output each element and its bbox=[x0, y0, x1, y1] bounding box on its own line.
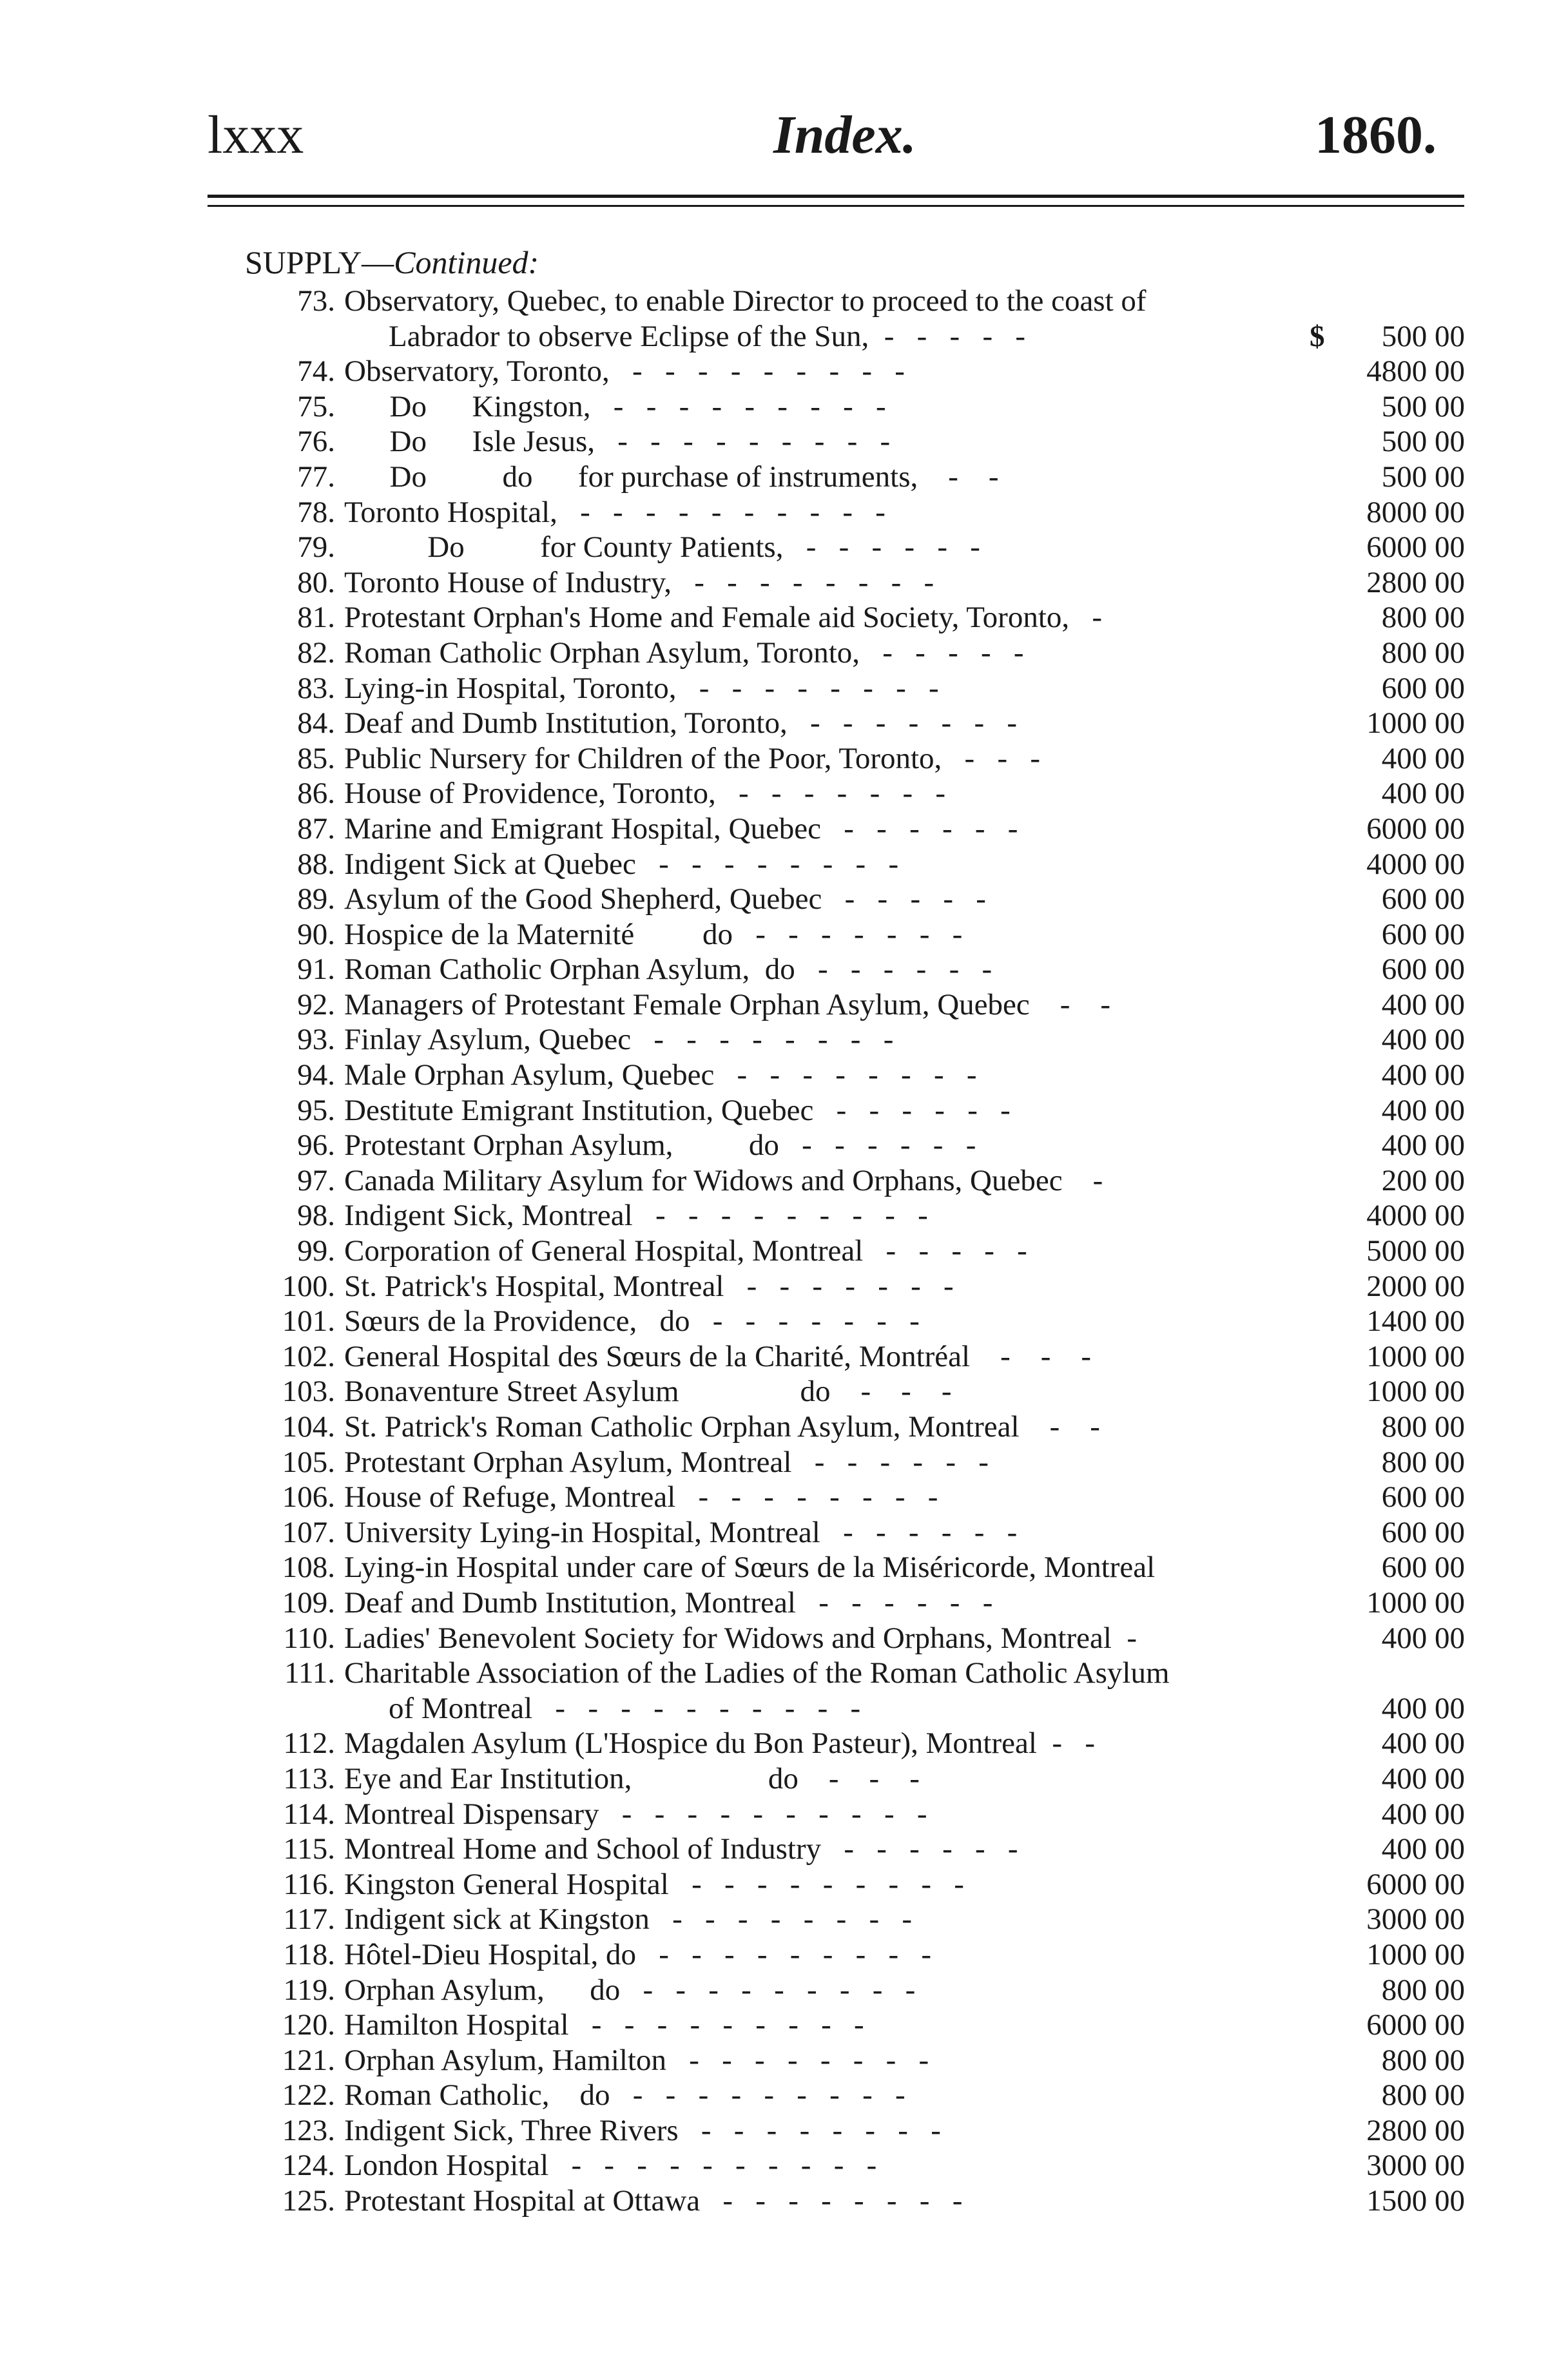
entry-number: 124. bbox=[282, 2149, 335, 2183]
entry-number: 92. bbox=[297, 987, 335, 1021]
entry-description: Finlay Asylum, Quebec - - - - - - - - bbox=[344, 1023, 894, 1057]
entry-amount: 600 00 bbox=[1381, 952, 1465, 987]
index-entry bbox=[0, 1726, 1568, 1761]
entry-amount: 200 00 bbox=[1381, 1163, 1465, 1197]
index-entry bbox=[0, 1374, 1568, 1409]
entry-number: 112. bbox=[283, 1726, 335, 1761]
entry-amount: 2800 00 bbox=[1366, 2113, 1465, 2147]
index-entries-list bbox=[0, 284, 1568, 2219]
entry-description: House of Refuge, Montreal - - - - - - - - bbox=[344, 1480, 938, 1514]
entry-amount: 800 00 bbox=[1381, 1445, 1465, 1479]
entry-description: Indigent Sick, Three Rivers - - - - - - - - bbox=[344, 2113, 941, 2147]
entry-number: 115. bbox=[283, 1832, 335, 1866]
index-entry bbox=[0, 1163, 1568, 1199]
header-year: 1860. bbox=[1315, 105, 1437, 165]
index-entry bbox=[0, 1937, 1568, 1973]
entry-description: St. Patrick's Roman Catholic Orphan Asylum, Montreal - - bbox=[344, 1410, 1100, 1444]
entry-description: Sœurs de la Providence, do - - - - - - - bbox=[344, 1304, 920, 1339]
section-title: SUPPLY— bbox=[245, 244, 394, 280]
entry-number: 80. bbox=[297, 565, 335, 599]
index-entry bbox=[0, 600, 1568, 635]
entry-amount: 6000 00 bbox=[1366, 2008, 1465, 2042]
entry-description: Indigent Sick at Quebec - - - - - - - - bbox=[344, 847, 899, 881]
index-entry bbox=[0, 424, 1568, 459]
entry-description: General Hospital des Sœurs de la Charité, Montréal - - - bbox=[344, 1339, 1092, 1373]
entry-description: Do do for purchase of instruments, - - bbox=[344, 459, 999, 494]
entry-number: 123. bbox=[282, 2113, 335, 2147]
entry-description: Hamilton Hospital - - - - - - - - - bbox=[344, 2008, 864, 2042]
entry-amount: 400 00 bbox=[1381, 741, 1465, 775]
entry-number: 120. bbox=[282, 2008, 335, 2042]
entry-amount: 600 00 bbox=[1381, 671, 1465, 705]
entry-amount: 6000 00 bbox=[1366, 1867, 1465, 1901]
index-entry bbox=[0, 1867, 1568, 1902]
entry-description: Hôtel-Dieu Hospital, do - - - - - - - - - bbox=[344, 1937, 932, 1971]
index-entry bbox=[0, 389, 1568, 425]
index-entry bbox=[0, 1761, 1568, 1797]
index-entry bbox=[0, 1339, 1568, 1375]
header-rule-thick bbox=[208, 195, 1464, 198]
entry-number: 106. bbox=[282, 1480, 335, 1514]
entry-amount: 800 00 bbox=[1381, 635, 1465, 670]
entry-number: 108. bbox=[282, 1551, 335, 1585]
entry-amount: 1400 00 bbox=[1366, 1304, 1465, 1339]
entry-number: 73. bbox=[297, 284, 335, 318]
entry-number: 89. bbox=[297, 882, 335, 916]
index-entry bbox=[0, 706, 1568, 741]
entry-description: Montreal Home and School of Industry - - - - - - bbox=[344, 1832, 1018, 1866]
entry-description: Indigent sick at Kingston - - - - - - - - bbox=[344, 1902, 913, 1937]
index-entry bbox=[0, 1058, 1568, 1093]
entry-description: Marine and Emigrant Hospital, Quebec - - - - - - bbox=[344, 811, 1018, 846]
entry-amount: 1000 00 bbox=[1366, 1339, 1465, 1373]
entry-amount: 6000 00 bbox=[1366, 530, 1465, 565]
index-entry bbox=[0, 847, 1568, 882]
entry-number: 90. bbox=[297, 917, 335, 951]
entry-amount: 400 00 bbox=[1381, 1691, 1465, 1725]
entry-amount: 5000 00 bbox=[1366, 1234, 1465, 1268]
index-entry bbox=[0, 741, 1568, 777]
entry-amount: 400 00 bbox=[1381, 1128, 1465, 1163]
entry-description: Eye and Ear Institution, do - - - bbox=[344, 1761, 920, 1795]
section-continued: Continued: bbox=[394, 244, 539, 280]
entry-amount: 400 00 bbox=[1381, 1726, 1465, 1761]
entry-number: 93. bbox=[297, 1023, 335, 1057]
entry-amount: 4000 00 bbox=[1366, 847, 1465, 881]
entry-description: London Hospital - - - - - - - - - - bbox=[344, 2149, 877, 2183]
entry-description: Roman Catholic Orphan Asylum, Toronto, - - - - - bbox=[344, 635, 1024, 670]
header-rule-thin bbox=[208, 205, 1464, 207]
entry-number: 109. bbox=[282, 1585, 335, 1620]
entry-description: Do Isle Jesus, - - - - - - - - - bbox=[344, 425, 891, 459]
entry-description: Lying-in Hospital under care of Sœurs de la Miséricorde, Montreal bbox=[344, 1551, 1156, 1585]
index-entry bbox=[0, 1550, 1568, 1585]
entry-amount: 500 00 bbox=[1381, 459, 1465, 494]
entry-amount: 2800 00 bbox=[1366, 565, 1465, 599]
dollar-sign: $ bbox=[1310, 319, 1325, 353]
entry-description: Destitute Emigrant Institution, Quebec - - - - - - bbox=[344, 1093, 1011, 1127]
entry-number: 101. bbox=[282, 1304, 335, 1339]
entry-description: Toronto House of Industry, - - - - - - - - bbox=[344, 565, 934, 599]
entry-amount: 6000 00 bbox=[1366, 811, 1465, 846]
index-entry bbox=[0, 917, 1568, 952]
entry-amount: 500 00 bbox=[1381, 389, 1465, 423]
entry-amount: 400 00 bbox=[1381, 1023, 1465, 1057]
index-entry bbox=[0, 1832, 1568, 1867]
index-entry bbox=[0, 2078, 1568, 2113]
entry-number: 102. bbox=[282, 1339, 335, 1373]
index-entry bbox=[0, 635, 1568, 671]
entry-description: Protestant Orphan Asylum, do - - - - - - bbox=[344, 1128, 976, 1163]
entry-number: 107. bbox=[282, 1515, 335, 1549]
entry-description: Indigent Sick, Montreal - - - - - - - - - bbox=[344, 1199, 928, 1233]
entry-description: Roman Catholic, do - - - - - - - - - bbox=[344, 2078, 905, 2113]
entry-amount: 4000 00 bbox=[1366, 1199, 1465, 1233]
entry-number: 74. bbox=[297, 354, 335, 389]
entry-description: Magdalen Asylum (L'Hospice du Bon Pasteur), Montreal - - bbox=[344, 1726, 1095, 1761]
index-entry bbox=[0, 1093, 1568, 1128]
index-entry bbox=[0, 1409, 1568, 1445]
entry-description: Bonaventure Street Asylum do - - - bbox=[344, 1375, 952, 1409]
index-entry bbox=[0, 1233, 1568, 1269]
entry-number: 103. bbox=[282, 1375, 335, 1409]
entry-number: 110. bbox=[283, 1621, 335, 1655]
index-entry bbox=[0, 1445, 1568, 1480]
index-entry bbox=[0, 1128, 1568, 1163]
entry-amount: 4800 00 bbox=[1366, 354, 1465, 389]
entry-description: Hospice de la Maternité do - - - - - - - bbox=[344, 917, 963, 951]
index-entry bbox=[0, 495, 1568, 530]
entry-number: 79. bbox=[297, 530, 335, 565]
entry-description: Orphan Asylum, Hamilton - - - - - - - - bbox=[344, 2043, 929, 2077]
entry-amount: 800 00 bbox=[1381, 2043, 1465, 2077]
entry-number: 99. bbox=[297, 1234, 335, 1268]
entry-description: Montreal Dispensary - - - - - - - - - - bbox=[344, 1797, 927, 1831]
entry-amount: 400 00 bbox=[1381, 1761, 1465, 1795]
entry-amount: 400 00 bbox=[1381, 1621, 1465, 1655]
index-entry bbox=[0, 2183, 1568, 2219]
entry-number: 97. bbox=[297, 1163, 335, 1197]
entry-number: 81. bbox=[297, 601, 335, 635]
entry-number: 94. bbox=[297, 1058, 335, 1092]
entry-description: Roman Catholic Orphan Asylum, do - - - - - - bbox=[344, 952, 992, 987]
index-entry bbox=[0, 1269, 1568, 1304]
index-entry bbox=[0, 530, 1568, 565]
index-entry bbox=[0, 811, 1568, 847]
entry-number: 88. bbox=[297, 847, 335, 881]
entry-amount: 400 00 bbox=[1381, 1058, 1465, 1092]
entry-number: 84. bbox=[297, 706, 335, 740]
entry-description: Public Nursery for Children of the Poor, Toronto, - - - bbox=[344, 741, 1041, 775]
entry-number: 78. bbox=[297, 495, 335, 529]
running-title: Index. bbox=[773, 105, 916, 165]
index-entry bbox=[0, 2113, 1568, 2149]
index-entry bbox=[0, 1902, 1568, 1937]
entry-number: 125. bbox=[282, 2184, 335, 2218]
entry-description-continuation: of Montreal - - - - - - - - - - bbox=[389, 1691, 861, 1725]
entry-description: Managers of Protestant Female Orphan Asylum, Quebec - - bbox=[344, 987, 1111, 1021]
entry-number: 87. bbox=[297, 811, 335, 846]
index-entry bbox=[0, 459, 1568, 495]
entry-amount: 500 00 bbox=[1381, 319, 1465, 353]
entry-description: Orphan Asylum, do - - - - - - - - - bbox=[344, 1973, 916, 2007]
entry-description: Observatory, Toronto, - - - - - - - - - bbox=[344, 354, 905, 389]
entry-amount: 800 00 bbox=[1381, 601, 1465, 635]
index-entry bbox=[0, 1198, 1568, 1233]
index-entry bbox=[0, 1022, 1568, 1058]
entry-number: 111. bbox=[284, 1656, 335, 1690]
index-entry bbox=[0, 2043, 1568, 2078]
entry-description: Kingston General Hospital - - - - - - - - - bbox=[344, 1867, 964, 1901]
entry-number: 100. bbox=[282, 1269, 335, 1303]
entry-description: St. Patrick's Hospital, Montreal - - - - - - - bbox=[344, 1269, 954, 1303]
entry-description: Deaf and Dumb Institution, Toronto, - - - - - - - bbox=[344, 706, 1018, 740]
entry-amount: 600 00 bbox=[1381, 882, 1465, 916]
entry-description: Do for County Patients, - - - - - - bbox=[344, 530, 980, 565]
entry-amount: 600 00 bbox=[1381, 1480, 1465, 1514]
page-number: lxxx bbox=[208, 105, 304, 165]
entry-amount: 1000 00 bbox=[1366, 1585, 1465, 1620]
entry-amount: 400 00 bbox=[1381, 1093, 1465, 1127]
entry-number: 121. bbox=[282, 2043, 335, 2077]
entry-number: 122. bbox=[282, 2078, 335, 2113]
index-entry bbox=[0, 1304, 1568, 1339]
entry-number: 82. bbox=[297, 635, 335, 670]
entry-number: 113. bbox=[283, 1761, 335, 1795]
entry-number: 116. bbox=[283, 1867, 335, 1901]
entry-description: University Lying-in Hospital, Montreal - - - - - - bbox=[344, 1515, 1018, 1549]
entry-number: 91. bbox=[297, 952, 335, 987]
entry-description: Protestant Orphan's Home and Female aid Society, Toronto, - bbox=[344, 601, 1103, 635]
entry-amount: 1000 00 bbox=[1366, 1375, 1465, 1409]
entry-amount: 3000 00 bbox=[1366, 2149, 1465, 2183]
entry-number: 118. bbox=[283, 1937, 335, 1971]
entry-amount: 400 00 bbox=[1381, 987, 1465, 1021]
index-entry bbox=[0, 565, 1568, 601]
entry-number: 117. bbox=[283, 1902, 335, 1937]
entry-number: 114. bbox=[283, 1797, 335, 1831]
index-entry bbox=[0, 1480, 1568, 1515]
entry-amount: 400 00 bbox=[1381, 1832, 1465, 1866]
entry-description: Male Orphan Asylum, Quebec - - - - - - - - bbox=[344, 1058, 977, 1092]
entry-number: 83. bbox=[297, 671, 335, 705]
entry-amount: 3000 00 bbox=[1366, 1902, 1465, 1937]
index-entry bbox=[0, 2007, 1568, 2043]
entry-number: 85. bbox=[297, 741, 335, 775]
entry-description: Observatory, Quebec, to enable Director to proceed to the coast of bbox=[344, 284, 1147, 318]
index-entry bbox=[0, 284, 1568, 354]
entry-description: House of Providence, Toronto, - - - - - - - bbox=[344, 777, 946, 811]
entry-amount: 1000 00 bbox=[1366, 1937, 1465, 1971]
entry-amount: 800 00 bbox=[1381, 1410, 1465, 1444]
entry-number: 75. bbox=[297, 389, 335, 423]
entry-number: 119. bbox=[283, 1973, 335, 2007]
entry-number: 98. bbox=[297, 1199, 335, 1233]
index-entry bbox=[0, 1797, 1568, 1832]
entry-number: 86. bbox=[297, 777, 335, 811]
index-entry bbox=[0, 1515, 1568, 1551]
entry-amount: 600 00 bbox=[1381, 917, 1465, 951]
index-entry bbox=[0, 952, 1568, 987]
entry-description-continuation: Labrador to observe Eclipse of the Sun, - - - - - bbox=[389, 319, 1026, 353]
entry-description: Charitable Association of the Ladies of the Roman Catholic Asylum bbox=[344, 1656, 1170, 1690]
entry-amount: 2000 00 bbox=[1366, 1269, 1465, 1303]
entry-number: 95. bbox=[297, 1093, 335, 1127]
index-entry bbox=[0, 1585, 1568, 1621]
index-entry bbox=[0, 882, 1568, 917]
entry-amount: 1000 00 bbox=[1366, 706, 1465, 740]
entry-number: 76. bbox=[297, 425, 335, 459]
entry-amount: 400 00 bbox=[1381, 777, 1465, 811]
index-entry bbox=[0, 1621, 1568, 1656]
index-entry bbox=[0, 2148, 1568, 2183]
index-entry bbox=[0, 354, 1568, 389]
entry-number: 105. bbox=[282, 1445, 335, 1479]
entry-description: Protestant Orphan Asylum, Montreal - - - - - - bbox=[344, 1445, 989, 1479]
entry-description: Do Kingston, - - - - - - - - - bbox=[344, 389, 886, 423]
entry-description: Toronto Hospital, - - - - - - - - - - bbox=[344, 495, 886, 529]
entry-description: Asylum of the Good Shepherd, Quebec - - - - - bbox=[344, 882, 986, 916]
entry-amount: 1500 00 bbox=[1366, 2184, 1465, 2218]
entry-description: Lying-in Hospital, Toronto, - - - - - - - - bbox=[344, 671, 939, 705]
entry-number: 77. bbox=[297, 459, 335, 494]
entry-number: 104. bbox=[282, 1410, 335, 1444]
entry-description: Corporation of General Hospital, Montreal - - - - - bbox=[344, 1234, 1027, 1268]
entry-description: Deaf and Dumb Institution, Montreal - - - - - - bbox=[344, 1585, 993, 1620]
index-entry bbox=[0, 1656, 1568, 1726]
entry-amount: 800 00 bbox=[1381, 2078, 1465, 2113]
entry-amount: 400 00 bbox=[1381, 1797, 1465, 1831]
entry-amount: 600 00 bbox=[1381, 1515, 1465, 1549]
entry-description: Protestant Hospital at Ottawa - - - - - - - - bbox=[344, 2184, 963, 2218]
entry-number: 96. bbox=[297, 1128, 335, 1163]
entry-description: Canada Military Asylum for Widows and Orphans, Quebec - bbox=[344, 1163, 1103, 1197]
section-heading bbox=[245, 242, 539, 283]
entry-amount: 600 00 bbox=[1381, 1551, 1465, 1585]
index-entry bbox=[0, 1973, 1568, 2008]
entry-amount: 800 00 bbox=[1381, 1973, 1465, 2007]
index-entry bbox=[0, 671, 1568, 706]
entry-amount: 500 00 bbox=[1381, 425, 1465, 459]
entry-amount: 8000 00 bbox=[1366, 495, 1465, 529]
entry-description: Ladies' Benevolent Society for Widows and Orphans, Montreal - bbox=[344, 1621, 1137, 1655]
index-entry bbox=[0, 776, 1568, 811]
index-entry bbox=[0, 987, 1568, 1023]
